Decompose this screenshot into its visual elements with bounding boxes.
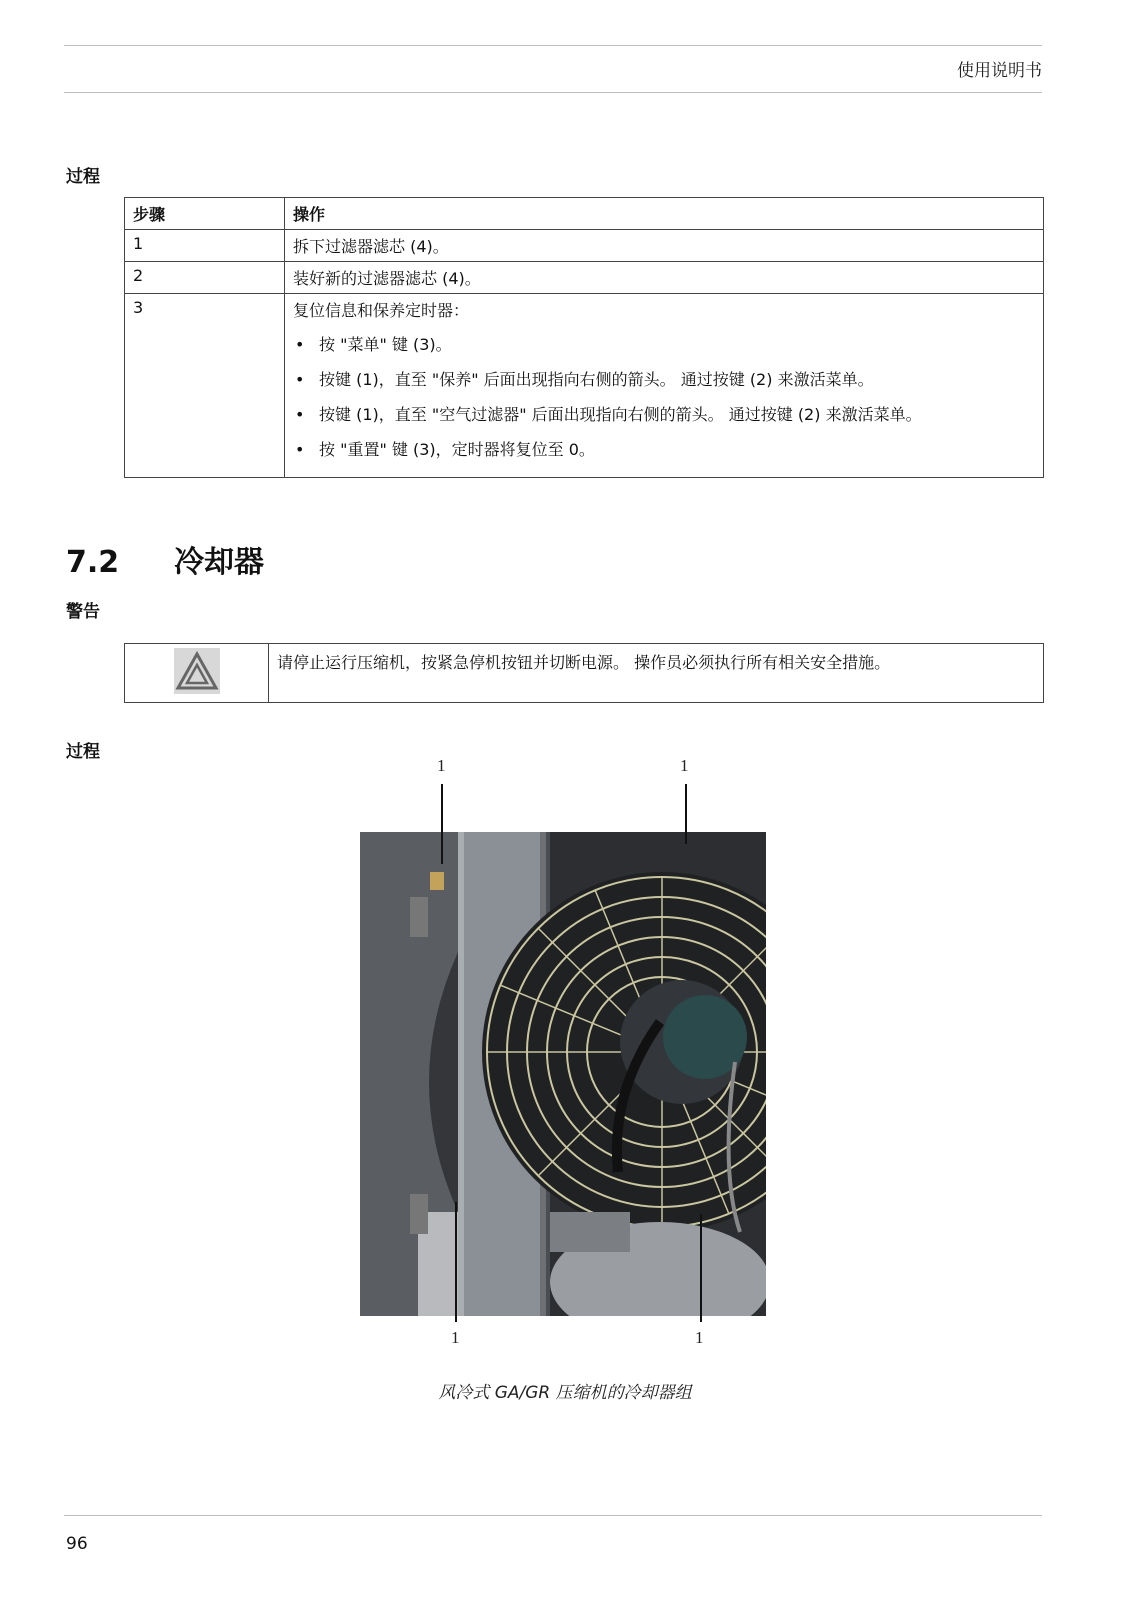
step-number: 2	[125, 262, 285, 294]
callout-label: 1	[680, 756, 689, 775]
substep-item: • 按键 (1)，直至 "空气过滤器" 后面出现指向右侧的箭头。 通过按键 (2) 来激活菜单。	[293, 397, 1035, 432]
section-title: 冷却器	[174, 545, 264, 580]
section-number: 7.2	[66, 545, 120, 580]
substep-item: • 按 "菜单" 键 (3)。	[293, 327, 1035, 362]
column-header-step: 步骤	[125, 198, 285, 230]
callout-label: 1	[695, 1328, 704, 1347]
step-action: 复位信息和保养定时器：	[293, 301, 470, 320]
step-action: 装好新的过滤器滤芯 (4)。	[285, 262, 1044, 294]
substep-list	[293, 327, 1035, 467]
section-heading	[66, 537, 264, 581]
step-action: 拆下过滤器滤芯 (4)。	[285, 230, 1044, 262]
step-number: 1	[125, 230, 285, 262]
callout-leader	[441, 784, 443, 864]
column-header-action: 操作	[285, 198, 1044, 230]
warning-triangle-icon	[174, 648, 220, 694]
step-action-cell	[285, 294, 1044, 478]
procedure-label: 过程	[66, 167, 100, 187]
page-number: 96	[66, 1534, 88, 1554]
callout-label: 1	[451, 1328, 460, 1347]
substep-item: • 按键 (1)，直至 "保养" 后面出现指向右侧的箭头。 通过按键 (2) 来激活菜单。	[293, 362, 1035, 397]
table-row	[125, 230, 1044, 262]
figure-caption: 风冷式 GA/GR 压缩机的冷却器组	[438, 1383, 692, 1403]
table-row	[125, 262, 1044, 294]
cooler-photo	[360, 832, 766, 1316]
procedure-table	[124, 197, 1044, 478]
header-top-rule	[64, 45, 1042, 46]
document-title: 使用说明书	[957, 61, 1042, 81]
procedure-label-2: 过程	[66, 742, 100, 762]
substep-item: • 按 "重置" 键 (3)，定时器将复位至 0。	[293, 432, 1035, 467]
table-row	[125, 294, 1044, 478]
header-bottom-rule	[64, 92, 1042, 93]
step-number: 3	[125, 294, 285, 478]
callout-leader	[700, 1214, 702, 1322]
callout-label: 1	[437, 756, 446, 775]
warning-text: 请停止运行压缩机，按紧急停机按钮并切断电源。 操作员必须执行所有相关安全措施。	[269, 644, 1044, 703]
table-header-row	[125, 198, 1044, 230]
callout-leader	[455, 1202, 457, 1322]
warning-label: 警告	[66, 602, 100, 622]
callout-leader	[685, 784, 687, 844]
warning-icon-cell	[125, 644, 269, 703]
warning-row	[125, 644, 1044, 703]
warning-table	[124, 643, 1044, 703]
footer-rule	[64, 1515, 1042, 1516]
